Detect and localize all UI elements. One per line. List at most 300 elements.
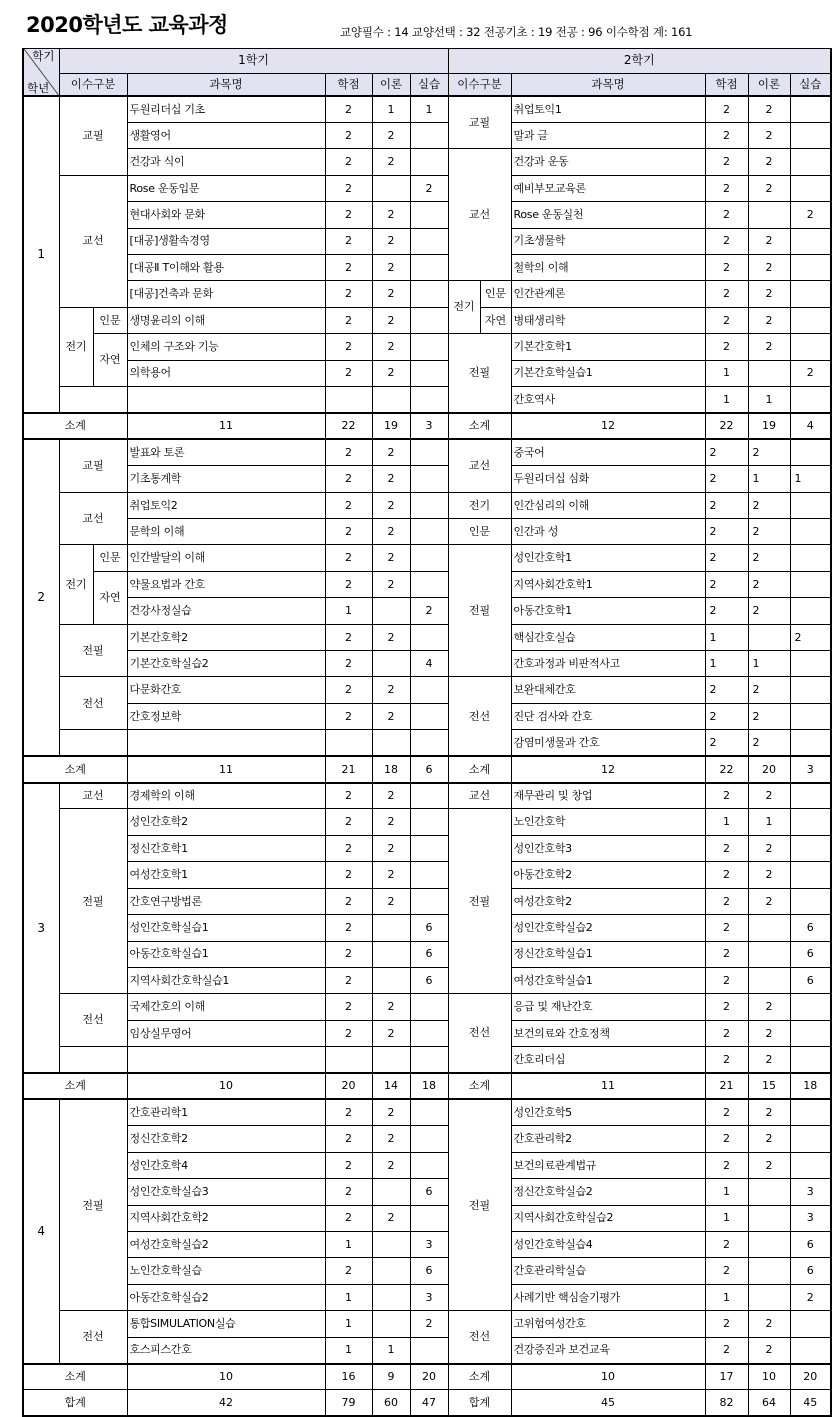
subtotal-practice-s2: 3 (790, 756, 831, 782)
course-name: [대공]생활속경영 (127, 228, 325, 254)
course-credit: 2 (325, 835, 372, 861)
course-practice (790, 730, 831, 756)
course-practice (790, 994, 831, 1020)
course-practice (410, 386, 448, 412)
corner-year-label: 학년 (27, 80, 50, 95)
course-credit: 1 (705, 1179, 748, 1205)
category-label: 교필 (59, 96, 127, 175)
table-row (23, 809, 831, 835)
year-label: 2 (23, 439, 59, 756)
course-name: 예비부모교육론 (511, 175, 705, 201)
course-credit: 2 (325, 466, 372, 492)
category-label: 교선 (448, 439, 511, 492)
course-credit: 1 (325, 598, 372, 624)
course-credit: 2 (705, 598, 748, 624)
subtotal-practice-s2: 4 (790, 413, 831, 439)
course-theory (748, 941, 790, 967)
subtotal-theory-s2: 19 (748, 413, 790, 439)
course-theory: 2 (372, 1205, 410, 1231)
course-name: 병태생리학 (511, 307, 705, 333)
subtotal-label-s2: 소계 (448, 756, 511, 782)
course-practice (410, 703, 448, 729)
table-row (23, 1126, 831, 1152)
course-credit: 2 (705, 730, 748, 756)
grand-total-count-s1: 42 (127, 1390, 325, 1416)
course-theory (748, 967, 790, 993)
course-name: 기본간호학실습2 (127, 651, 325, 677)
table-row (23, 571, 831, 597)
category-label: 전선 (59, 677, 127, 730)
subtotal-credit-s1: 22 (325, 413, 372, 439)
course-credit: 2 (325, 967, 372, 993)
col-header-theory-s2: 이론 (748, 73, 790, 96)
table-row (23, 888, 831, 914)
course-theory: 2 (748, 492, 790, 518)
course-practice (790, 651, 831, 677)
col-header-practice-s1: 실습 (410, 73, 448, 96)
course-credit: 2 (325, 624, 372, 650)
course-theory (748, 915, 790, 941)
table-row (23, 149, 831, 175)
course-name: 인간발달의 이해 (127, 545, 325, 571)
course-credit: 2 (705, 334, 748, 360)
table-row (23, 307, 831, 333)
course-name: 여성간호학1 (127, 862, 325, 888)
course-practice (410, 1126, 448, 1152)
course-theory: 2 (372, 571, 410, 597)
course-credit: 2 (705, 571, 748, 597)
grand-total-practice-s1: 47 (410, 1390, 448, 1416)
course-name: 기본간호학실습1 (511, 360, 705, 386)
course-credit: 2 (325, 783, 372, 809)
course-credit: 2 (325, 360, 372, 386)
course-theory: 2 (748, 228, 790, 254)
table-row (23, 677, 831, 703)
course-theory: 2 (372, 545, 410, 571)
course-theory: 2 (748, 1152, 790, 1178)
course-credit (325, 730, 372, 756)
course-credit: 2 (705, 519, 748, 545)
course-practice (410, 677, 448, 703)
course-credit: 2 (325, 651, 372, 677)
course-theory (372, 1231, 410, 1257)
course-practice (410, 1099, 448, 1125)
subcategory-label: 자연 (480, 307, 511, 333)
course-name: 인간심리의 이해 (511, 492, 705, 518)
course-credit: 2 (325, 519, 372, 545)
course-theory: 2 (748, 545, 790, 571)
course-practice (790, 519, 831, 545)
subtotal-count-s1: 10 (127, 1364, 325, 1390)
course-practice (410, 334, 448, 360)
subtotal-credit-s2: 17 (705, 1364, 748, 1390)
table-row (23, 386, 831, 412)
subtotal-count-s2: 12 (511, 756, 705, 782)
course-theory: 2 (748, 862, 790, 888)
course-name: 사례기반 핵심술기평가 (511, 1284, 705, 1310)
course-name: [대공]건축과 문화 (127, 281, 325, 307)
table-row (23, 519, 831, 545)
course-practice (790, 571, 831, 597)
table-row (23, 1258, 831, 1284)
course-credit: 2 (325, 545, 372, 571)
course-name: Rose 운동입문 (127, 175, 325, 201)
course-practice (410, 783, 448, 809)
course-name: 성인간호학5 (511, 1099, 705, 1125)
curriculum-table (22, 48, 832, 1417)
course-name: 간호관리학실습 (511, 1258, 705, 1284)
course-name: 아동간호학실습1 (127, 941, 325, 967)
course-practice (790, 888, 831, 914)
course-name: 기본간호학1 (511, 334, 705, 360)
course-name: 철학의 이해 (511, 254, 705, 280)
subtotal-practice-s2: 20 (790, 1364, 831, 1390)
course-name: 간호역사 (511, 386, 705, 412)
table-head (23, 49, 831, 97)
course-practice (790, 1337, 831, 1363)
subcategory-label: 인문 (93, 307, 127, 333)
course-name: 간호연구방법론 (127, 888, 325, 914)
grand-total-row (23, 1390, 831, 1416)
course-practice: 2 (790, 202, 831, 228)
course-theory: 2 (372, 1126, 410, 1152)
table-row (23, 915, 831, 941)
subcategory-label: 인문 (480, 281, 511, 307)
table-row (23, 254, 831, 280)
subtotal-theory-s2: 20 (748, 756, 790, 782)
category-label: 전기 (448, 492, 511, 518)
table-row (23, 1099, 831, 1125)
course-credit: 2 (325, 307, 372, 333)
course-practice (410, 1047, 448, 1073)
course-practice (790, 334, 831, 360)
course-practice: 2 (790, 1284, 831, 1310)
course-practice: 6 (410, 915, 448, 941)
course-credit: 1 (325, 1284, 372, 1310)
course-theory: 2 (372, 439, 410, 465)
course-credit: 2 (705, 492, 748, 518)
course-theory: 2 (748, 96, 790, 122)
course-practice (410, 545, 448, 571)
course-name: 약물요법과 간호 (127, 571, 325, 597)
course-credit: 1 (705, 386, 748, 412)
course-name: 경제학의 이해 (127, 783, 325, 809)
course-theory: 2 (372, 307, 410, 333)
category-label (59, 730, 127, 756)
grand-total-theory-s2: 64 (748, 1390, 790, 1416)
category-label: 전선 (448, 994, 511, 1073)
category-label: 전선 (59, 994, 127, 1047)
category-label (59, 386, 127, 412)
course-practice (790, 492, 831, 518)
course-practice: 6 (410, 941, 448, 967)
course-credit: 2 (705, 783, 748, 809)
course-name: 생활영어 (127, 122, 325, 148)
course-practice (790, 677, 831, 703)
course-name: 건강과 식이 (127, 149, 325, 175)
course-name: 두원리더십 기초 (127, 96, 325, 122)
subtotal-count-s2: 10 (511, 1364, 705, 1390)
subtotal-theory-s1: 18 (372, 756, 410, 782)
course-theory (748, 624, 790, 650)
course-practice (410, 149, 448, 175)
course-theory (372, 915, 410, 941)
course-theory: 2 (748, 994, 790, 1020)
course-practice: 6 (410, 1179, 448, 1205)
subtotal-theory-s2: 10 (748, 1364, 790, 1390)
year-label: 3 (23, 783, 59, 1073)
course-practice (790, 254, 831, 280)
category-label: 전선 (448, 677, 511, 756)
table-row (23, 439, 831, 465)
header-row-columns (23, 73, 831, 96)
course-practice: 2 (790, 624, 831, 650)
course-theory (748, 1258, 790, 1284)
course-practice (410, 466, 448, 492)
course-practice: 2 (410, 598, 448, 624)
table-row (23, 1311, 831, 1337)
course-theory: 2 (748, 730, 790, 756)
subtotal-row (23, 1073, 831, 1099)
course-credit: 2 (705, 1126, 748, 1152)
course-practice (790, 545, 831, 571)
course-credit: 2 (705, 835, 748, 861)
course-theory: 2 (748, 783, 790, 809)
category-label: 전필 (448, 545, 511, 677)
table-body (23, 96, 831, 1416)
course-theory: 2 (372, 703, 410, 729)
course-name: 응급 및 재난간호 (511, 994, 705, 1020)
course-credit: 2 (325, 1126, 372, 1152)
course-credit: 2 (705, 1152, 748, 1178)
course-name: [대공Ⅱ T이해와 활용 (127, 254, 325, 280)
subtotal-count-s1: 11 (127, 756, 325, 782)
subtotal-practice-s1: 3 (410, 413, 448, 439)
course-name: 성인간호학3 (511, 835, 705, 861)
course-practice (790, 703, 831, 729)
table-row (23, 1152, 831, 1178)
course-credit: 1 (325, 1337, 372, 1363)
course-name: 인간과 성 (511, 519, 705, 545)
table-row (23, 651, 831, 677)
course-practice (790, 598, 831, 624)
course-name: 성인간호학2 (127, 809, 325, 835)
course-practice (410, 202, 448, 228)
course-name: 건강과 운동 (511, 149, 705, 175)
course-practice (410, 519, 448, 545)
course-name: 여성간호학2 (511, 888, 705, 914)
course-theory: 2 (748, 439, 790, 465)
category-label: 전필 (59, 1099, 127, 1310)
subtotal-row (23, 413, 831, 439)
table-row (23, 202, 831, 228)
course-theory: 2 (372, 624, 410, 650)
col-header-theory-s1: 이론 (372, 73, 410, 96)
subcategory-label: 자연 (93, 571, 127, 624)
course-theory: 2 (372, 202, 410, 228)
year-label: 1 (23, 96, 59, 413)
table-row (23, 967, 831, 993)
course-credit: 1 (705, 651, 748, 677)
course-name: 생명윤리의 이해 (127, 307, 325, 333)
course-practice: 3 (790, 1179, 831, 1205)
course-theory: 2 (372, 835, 410, 861)
course-name: 건강증진과 보건교육 (511, 1337, 705, 1363)
course-name: 발표와 토론 (127, 439, 325, 465)
course-credit: 2 (325, 1205, 372, 1231)
course-name: 지역사회간호학실습1 (127, 967, 325, 993)
course-theory: 2 (372, 1152, 410, 1178)
course-name: 임상실무영어 (127, 1020, 325, 1046)
course-theory: 2 (372, 888, 410, 914)
table-row (23, 228, 831, 254)
course-practice: 4 (410, 651, 448, 677)
table-row (23, 835, 831, 861)
subcategory-label: 인문 (93, 545, 127, 571)
grand-total-credit-s1: 79 (325, 1390, 372, 1416)
table-row (23, 1231, 831, 1257)
table-row (23, 175, 831, 201)
course-name: 보완대체간호 (511, 677, 705, 703)
course-theory: 1 (748, 809, 790, 835)
course-theory: 2 (372, 1099, 410, 1125)
category-label: 전선 (448, 1311, 511, 1364)
table-row (23, 1284, 831, 1310)
course-practice (790, 307, 831, 333)
course-name: 인체의 구조와 기능 (127, 334, 325, 360)
course-practice (410, 862, 448, 888)
course-theory (748, 1179, 790, 1205)
course-practice: 6 (790, 1258, 831, 1284)
course-theory (748, 360, 790, 386)
course-credit: 2 (325, 334, 372, 360)
course-credit: 2 (325, 677, 372, 703)
course-theory (372, 1284, 410, 1310)
course-theory: 2 (748, 1047, 790, 1073)
course-name: 성인간호학1 (511, 545, 705, 571)
col-header-practice-s2: 실습 (790, 73, 831, 96)
course-name: 기초생물학 (511, 228, 705, 254)
course-theory (372, 1047, 410, 1073)
course-practice (410, 1337, 448, 1363)
page-title: 2020학년도 교육과정 (26, 13, 228, 37)
course-practice (790, 386, 831, 412)
course-theory: 2 (748, 888, 790, 914)
grand-total-label-s2: 합계 (448, 1390, 511, 1416)
course-name: 간호정보학 (127, 703, 325, 729)
course-practice (790, 1020, 831, 1046)
course-theory: 2 (372, 360, 410, 386)
subtotal-row (23, 1364, 831, 1390)
course-credit: 2 (325, 915, 372, 941)
course-credit: 2 (325, 281, 372, 307)
course-credit: 2 (325, 202, 372, 228)
course-credit: 2 (705, 1231, 748, 1257)
category-label: 전선 (59, 1311, 127, 1364)
subtotal-practice-s1: 6 (410, 756, 448, 782)
course-theory (372, 651, 410, 677)
course-practice: 6 (790, 941, 831, 967)
category-label: 전기 (448, 281, 480, 334)
course-theory (748, 1284, 790, 1310)
course-credit: 2 (705, 677, 748, 703)
course-theory (748, 1205, 790, 1231)
corner-header-cell (23, 49, 59, 97)
course-name: 현대사회와 문화 (127, 202, 325, 228)
course-practice: 3 (410, 1231, 448, 1257)
course-name: 간호과정과 비판적사고 (511, 651, 705, 677)
course-practice (790, 1311, 831, 1337)
table-row (23, 730, 831, 756)
course-theory: 1 (748, 651, 790, 677)
course-name: 정신간호학실습1 (511, 941, 705, 967)
course-name (127, 730, 325, 756)
subtotal-credit-s1: 20 (325, 1073, 372, 1099)
table-row (23, 466, 831, 492)
course-practice (790, 228, 831, 254)
table-row (23, 703, 831, 729)
course-credit: 2 (325, 703, 372, 729)
course-practice (790, 96, 831, 122)
course-theory (372, 967, 410, 993)
course-practice (410, 122, 448, 148)
subtotal-count-s2: 12 (511, 413, 705, 439)
course-practice (410, 624, 448, 650)
header-row-semester (23, 49, 831, 74)
course-theory: 2 (748, 835, 790, 861)
course-name: 지역사회간호학실습2 (511, 1205, 705, 1231)
category-label: 교선 (448, 149, 511, 281)
course-credit: 2 (325, 1020, 372, 1046)
course-name: 보건의료관계법규 (511, 1152, 705, 1178)
course-name: 아동간호학2 (511, 862, 705, 888)
course-credit: 2 (705, 862, 748, 888)
course-practice: 6 (410, 967, 448, 993)
table-row (23, 941, 831, 967)
course-credit (325, 1047, 372, 1073)
subtotal-label-s1: 소계 (23, 756, 127, 782)
table-row (23, 994, 831, 1020)
table-row (23, 624, 831, 650)
course-name: 간호관리학1 (127, 1099, 325, 1125)
course-theory: 2 (748, 598, 790, 624)
course-credit: 2 (705, 703, 748, 729)
table-row (23, 360, 831, 386)
subtotal-theory-s2: 15 (748, 1073, 790, 1099)
category-label: 전필 (448, 334, 511, 413)
course-theory: 2 (372, 677, 410, 703)
course-credit: 2 (705, 1099, 748, 1125)
course-theory: 2 (372, 1020, 410, 1046)
course-name: 정신간호학실습2 (511, 1179, 705, 1205)
course-practice (790, 1126, 831, 1152)
category-label: 전필 (59, 624, 127, 677)
subtotal-theory-s1: 14 (372, 1073, 410, 1099)
course-theory (372, 386, 410, 412)
course-credit: 2 (705, 202, 748, 228)
course-theory: 2 (372, 862, 410, 888)
course-practice (410, 439, 448, 465)
course-theory: 1 (372, 1337, 410, 1363)
course-name: 건강사정실습 (127, 598, 325, 624)
course-theory: 2 (748, 334, 790, 360)
course-name: 성인간호학실습1 (127, 915, 325, 941)
course-practice (790, 809, 831, 835)
course-credit: 2 (325, 888, 372, 914)
subtotal-label-s2: 소계 (448, 1073, 511, 1099)
course-theory: 2 (372, 254, 410, 280)
table-row (23, 1337, 831, 1363)
